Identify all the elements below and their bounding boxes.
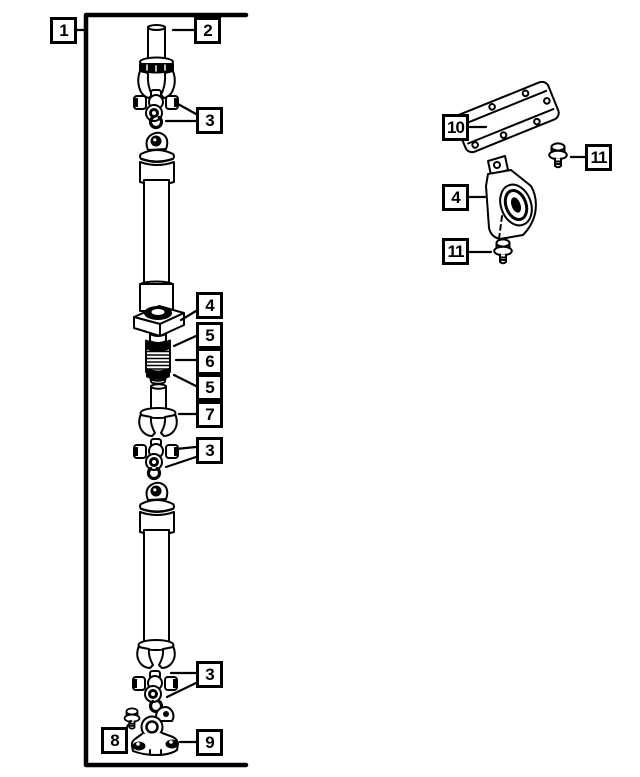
- front-shaft-tube: [140, 133, 174, 311]
- callout-5-upper[interactable]: 5: [196, 322, 223, 349]
- callout-5-lower[interactable]: 5: [196, 374, 223, 401]
- stub-yoke: [139, 384, 177, 436]
- pinion-flange-yoke: [132, 707, 179, 755]
- bracket-bolt-lower: [494, 239, 512, 263]
- callout-7[interactable]: 7: [196, 401, 223, 428]
- callout-6[interactable]: 6: [196, 348, 223, 375]
- slip-yoke: [138, 25, 175, 98]
- u-joint-top: [134, 90, 178, 121]
- bracket-bolt-upper: [549, 143, 567, 167]
- callout-2[interactable]: 2: [194, 17, 221, 44]
- slip-splines: [146, 341, 170, 384]
- callout-10[interactable]: 10: [442, 114, 469, 141]
- callout-3-bottom[interactable]: 3: [196, 661, 223, 688]
- callout-9[interactable]: 9: [196, 729, 223, 756]
- u-joint-bottom: [133, 671, 177, 702]
- callout-1[interactable]: 1: [50, 17, 77, 44]
- callout-4-bracket[interactable]: 4: [442, 184, 469, 211]
- rear-shaft-tube: [137, 483, 175, 668]
- callout-4-shaft[interactable]: 4: [196, 292, 223, 319]
- callout-11-lower[interactable]: 11: [442, 238, 469, 265]
- callout-11-upper[interactable]: 11: [585, 144, 612, 171]
- callout-3-mid[interactable]: 3: [196, 437, 223, 464]
- center-bearing-bracket: [486, 156, 537, 239]
- callout-3-top[interactable]: 3: [196, 107, 223, 134]
- bearing-bracket-plate: [453, 80, 561, 155]
- callout-8[interactable]: 8: [101, 727, 128, 754]
